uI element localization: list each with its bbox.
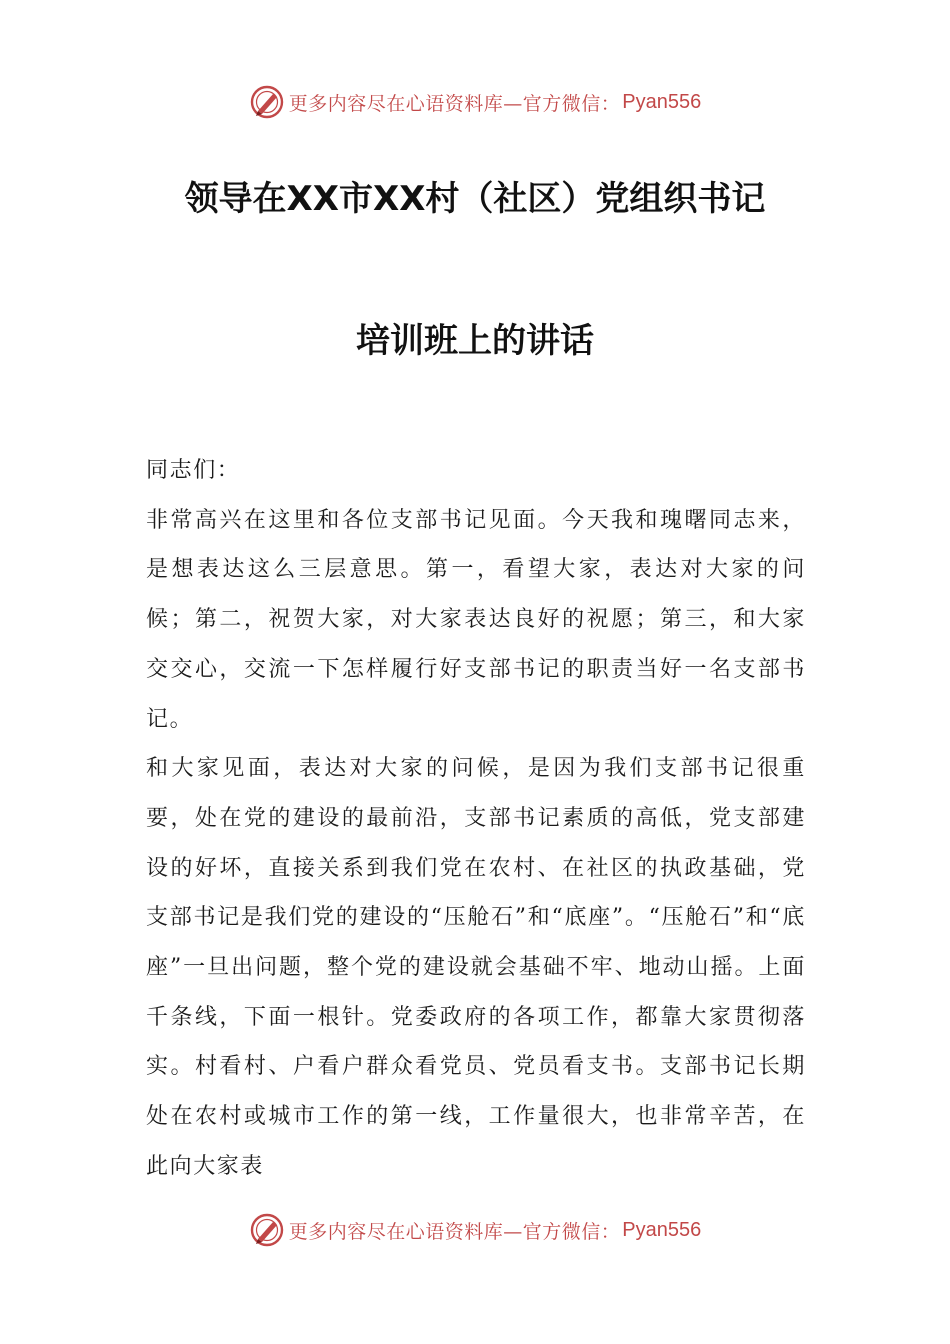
document-title-line-2: 培训班上的讲话 xyxy=(356,321,594,361)
banner-wechat-id: Pyan556 xyxy=(622,1218,702,1241)
paragraph: 和大家见面，表达对大家的问候，是因为我们支部书记很重要，处在党的建设的最前沿，支部书记素质的高低，党支部建设的好坏，直接关系到我们党在农村、在社区的执政基础，党支部书记是我们党的建设的“压舱石”和“底座”。“压舱石”和“底座”一旦出问题，整个党的建设就会基础不牢、地动山摇。上面千条线，下面一根针。党委政府的各项工作，都靠大家贯彻落实。村看村、户看户群众看党员、党员看支书。支部书记长期处在农村或城市工作的第一线，工作量很大，也非常辛苦，在此向大家表 xyxy=(146,756,806,1179)
pen-circle-logo-icon xyxy=(249,84,285,120)
banner-wechat-id: Pyan556 xyxy=(622,90,702,113)
header-watermark-banner xyxy=(0,80,950,124)
banner-text: 更多内容尽在心语资料库—官方微信： xyxy=(288,92,621,115)
pen-circle-logo-icon xyxy=(249,1212,285,1248)
salutation: 同志们： xyxy=(146,458,241,483)
document-title-line-1: 领导在XX市XX村（社区）党组织书记 xyxy=(184,179,766,219)
paragraph: 非常高兴在这里和各位支部书记见面。今天我和瑰曙同志来，是想表达这么三层意思。第一，看望大家，表达对大家的问候；第二，祝贺大家，对大家表达良好的祝愿；第三，和大家交交心，交流一下怎样履行好支部书记的职责当好一名支部书记。 xyxy=(146,507,806,732)
footer-watermark-banner xyxy=(0,1208,950,1252)
banner-text: 更多内容尽在心语资料库—官方微信： xyxy=(288,1220,621,1243)
speech-body xyxy=(146,446,806,1192)
